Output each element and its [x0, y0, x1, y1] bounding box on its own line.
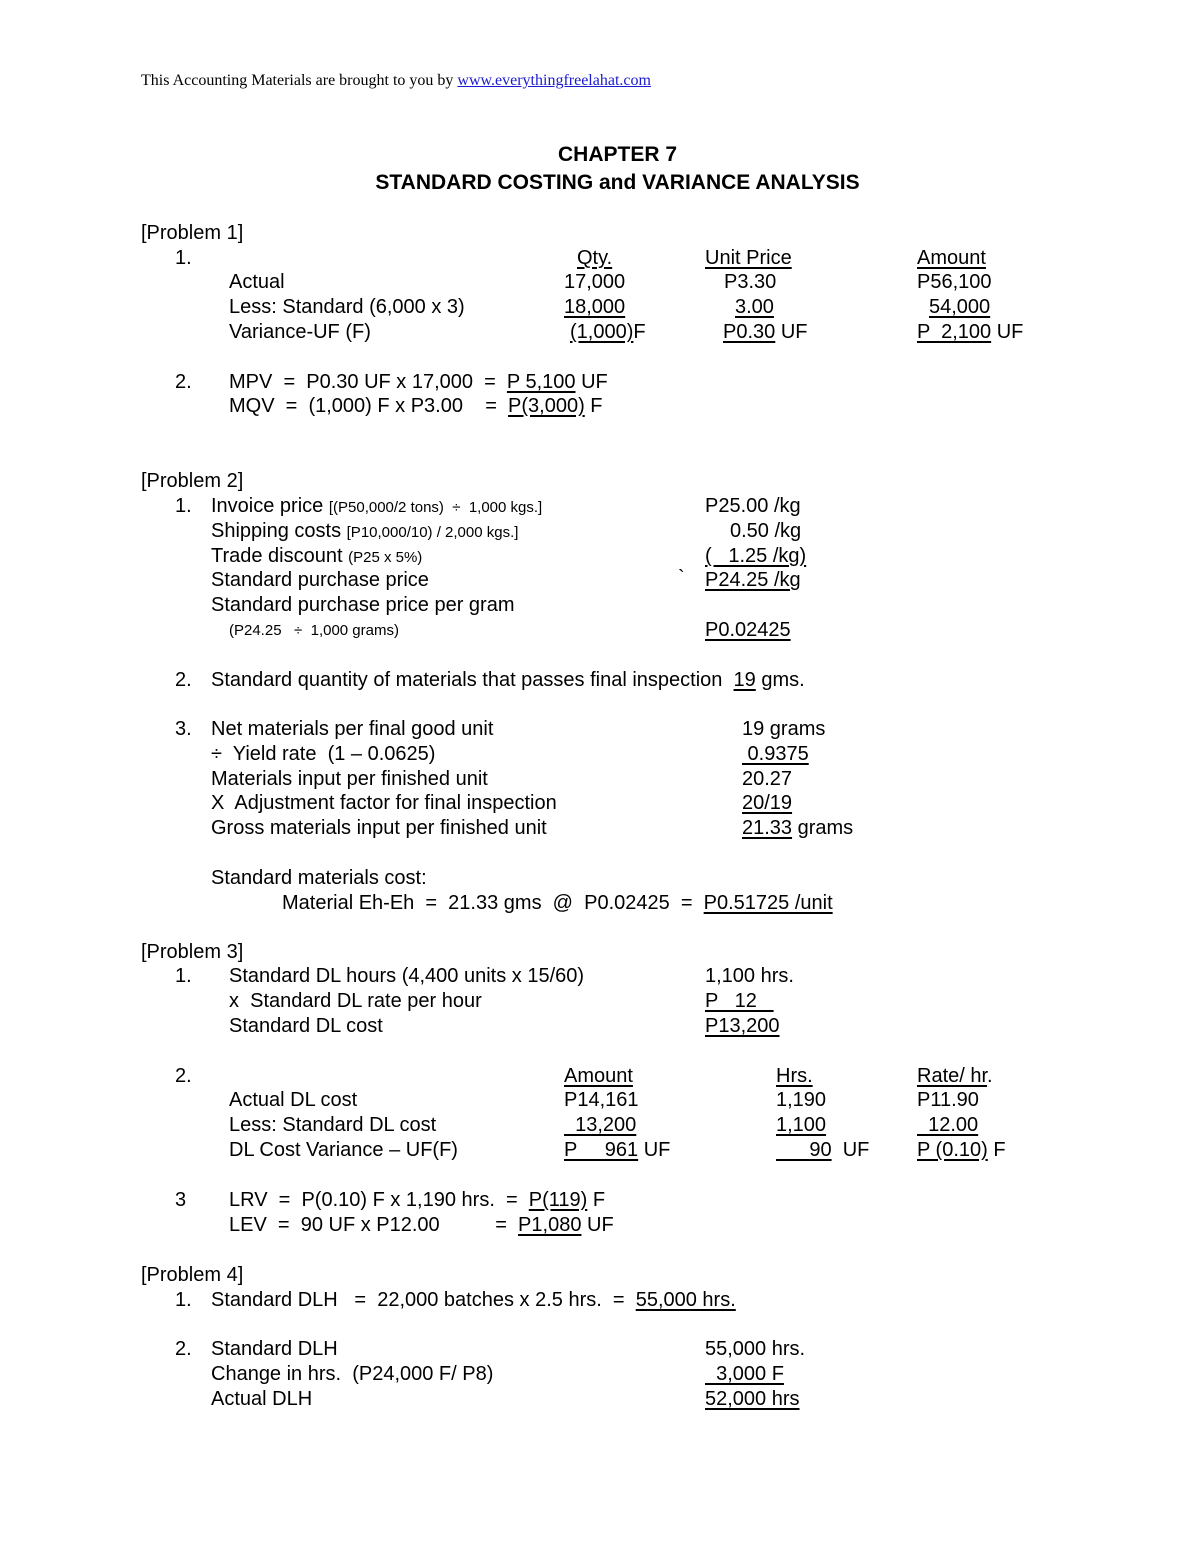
p1-mpv-text: MPV = P0.30 UF x 17,000 =: [229, 371, 507, 393]
p2-material-value: P0.51725 /unit: [703, 892, 833, 914]
p3-item-2-number: 2.: [175, 1065, 192, 1087]
p2-spp-label: Standard purchase price: [211, 569, 429, 591]
chapter-title: CHAPTER 7: [557, 143, 678, 166]
p1-mpv-value: P 5,100: [506, 371, 576, 393]
p2-net-label: Net materials per final good unit: [211, 718, 494, 740]
p1-col-qty: Qty.: [577, 247, 613, 269]
p1-mqv-text: MQV = (1,000) F x P3.00 =: [229, 395, 509, 417]
p2-gross-line: [742, 816, 853, 840]
p3-item-3-number: 3: [175, 1189, 187, 1211]
p2-trade-detail: (P25 x 5%): [348, 549, 423, 566]
p3-variance-hrs-suffix: UF: [831, 1139, 870, 1161]
p4-actual-value: 52,000 hrs: [705, 1388, 800, 1410]
p1-actual-amount: P56,100: [917, 271, 992, 293]
p3-lev-value: P1,080: [518, 1214, 582, 1236]
p3-variance-rate: [917, 1138, 1006, 1162]
p3-standard-amount: 13,200: [564, 1114, 637, 1136]
p2-adjustment-value: 20/19: [742, 792, 793, 814]
p1-mqv-suffix: F: [584, 395, 603, 417]
p1-col-unit-price: Unit Price: [705, 247, 792, 269]
p2-spp-gram-label: Standard purchase price per gram: [211, 594, 515, 616]
p3-actual-label: Actual DL cost: [229, 1089, 358, 1111]
p1-variance-qty-suffix: F: [633, 321, 646, 343]
p2-trade-line: [211, 544, 422, 570]
p1-item-1-number: 1.: [175, 247, 192, 269]
p2-std-qty-suffix: gms.: [755, 669, 805, 691]
p2-std-qty-line: [211, 668, 805, 692]
p3-lev-suffix: UF: [581, 1214, 614, 1236]
p1-standard-price: 3.00: [735, 296, 774, 318]
p3-col-hrs: Hrs.: [776, 1065, 813, 1087]
p3-variance-hrs-value: 90: [776, 1139, 832, 1161]
p3-variance-hrs: [776, 1138, 869, 1162]
p1-actual-label: Actual: [229, 271, 285, 293]
p1-actual-price: P3.30: [724, 271, 777, 293]
chapter-subtitle: STANDARD COSTING and VARIANCE ANALYSIS: [375, 171, 860, 194]
p4-item-1-number: 1.: [175, 1289, 192, 1311]
p4-change-label: Change in hrs. (P24,000 F/ P8): [211, 1363, 494, 1385]
p2-spp-gram-value: P0.02425: [705, 619, 791, 641]
p3-standard-label: Less: Standard DL cost: [229, 1114, 437, 1136]
p3-lev-text: LEV = 90 UF x P12.00 =: [229, 1214, 519, 1236]
p1-actual-qty: 17,000: [564, 271, 626, 293]
p2-smc-label: Standard materials cost:: [211, 867, 427, 889]
p1-variance-qty-value: (1,000): [570, 321, 634, 343]
p2-gross-label: Gross materials input per finished unit: [211, 817, 547, 839]
p3-variance-rate-suffix: F: [987, 1139, 1006, 1161]
p4-dlh-line: [211, 1288, 736, 1312]
p3-col-rate: [917, 1064, 993, 1088]
p3-lrv-text: LRV = P(0.10) F x 1,190 hrs. =: [229, 1189, 529, 1211]
source-note: [141, 69, 651, 93]
p2-shipping-value: 0.50 /kg: [730, 520, 802, 542]
p3-hours-value: 1,100 hrs.: [705, 965, 794, 987]
p1-variance-price-suffix: UF: [775, 321, 808, 343]
p2-item-2-number: 2.: [175, 669, 192, 691]
p3-lrv-value: P(119): [528, 1189, 588, 1211]
p2-invoice-value: P25.00 /kg: [705, 495, 801, 517]
p2-gross-value: 21.33: [742, 817, 793, 839]
p2-input-value: 20.27: [742, 768, 793, 790]
p3-lrv-line: [229, 1188, 605, 1212]
p3-cost-label: Standard DL cost: [229, 1015, 383, 1037]
p2-yield-label: ÷ Yield rate (1 – 0.0625): [211, 743, 436, 765]
p3-col-rate-label: Rate/ hr: [917, 1065, 988, 1087]
p4-item-2-number: 2.: [175, 1338, 192, 1360]
p3-variance-amount: [564, 1138, 670, 1162]
problem-3-heading: [Problem 3]: [141, 941, 244, 963]
p1-mpv-line: [229, 370, 608, 394]
p2-item-1-number: 1.: [175, 495, 192, 517]
p3-hours-label: Standard DL hours (4,400 units x 15/60): [229, 965, 585, 987]
p2-shipping-label: Shipping costs: [211, 520, 347, 542]
p3-cost-value: P13,200: [705, 1015, 780, 1037]
p1-variance-label: Variance-UF (F): [229, 321, 371, 343]
p1-variance-price-value: P0.30: [723, 321, 776, 343]
p2-std-qty-text: Standard quantity of materials that passes final inspection: [211, 669, 734, 691]
problem-2-heading: [Problem 2]: [141, 470, 244, 492]
p2-adjustment-label: X Adjustment factor for final inspection: [211, 792, 557, 814]
p3-lev-line: [229, 1213, 614, 1237]
p2-spp-gram-detail: (P24.25 ÷ 1,000 grams): [229, 622, 399, 639]
problem-1-heading: [Problem 1]: [141, 222, 244, 244]
p4-actual-label: Actual DLH: [211, 1388, 313, 1410]
p2-shipping-line: [211, 519, 518, 545]
p3-rate-value: P 12: [705, 990, 774, 1012]
p2-invoice-label: Invoice price: [211, 495, 329, 517]
problem-4-heading: [Problem 4]: [141, 1264, 244, 1286]
p1-variance-qty: [564, 320, 646, 344]
p3-variance-rate-value: P (0.10): [917, 1139, 988, 1161]
p3-actual-rate: P11.90: [917, 1089, 979, 1111]
source-link[interactable]: www.everythingfreelahat.com: [457, 72, 651, 89]
p2-spp-value: P24.25 /kg: [705, 569, 801, 591]
p3-standard-hrs: 1,100: [776, 1114, 827, 1136]
p1-mqv-line: [229, 394, 603, 418]
p2-material-line: [282, 891, 833, 915]
p2-gross-suffix: grams: [792, 817, 854, 839]
p2-shipping-detail: [P10,000/10) / 2,000 kgs.]: [346, 524, 519, 541]
p1-standard-amount: 54,000: [929, 296, 991, 318]
p3-rate-label: x Standard DL rate per hour: [229, 990, 482, 1012]
p1-col-amount: Amount: [917, 247, 986, 269]
p4-change-value: 3,000 F: [705, 1363, 784, 1385]
p1-variance-amount: [917, 320, 1023, 344]
p4-dlh-value: 55,000 hrs.: [635, 1289, 736, 1311]
p2-invoice-detail: [(P50,000/2 tons) ÷ 1,000 kgs.]: [328, 499, 543, 516]
p2-net-value: 19 grams: [742, 718, 826, 740]
p4-standard-label: Standard DLH: [211, 1338, 338, 1360]
p2-trade-value: ( 1.25 /kg): [705, 545, 807, 567]
p3-variance-amount-suffix: UF: [638, 1139, 671, 1161]
p1-mqv-value: P(3,000): [508, 395, 585, 417]
p3-actual-hrs: 1,190: [776, 1089, 827, 1111]
p1-item-2-number: 2.: [175, 371, 192, 393]
p1-standard-label: Less: Standard (6,000 x 3): [229, 296, 465, 318]
p2-yield-value: 0.9375: [742, 743, 809, 765]
p3-variance-amount-value: P 961: [564, 1139, 639, 1161]
p3-variance-label: DL Cost Variance – UF(F): [229, 1139, 458, 1161]
p1-variance-price: [723, 320, 807, 344]
p2-material-text: Material Eh-Eh = 21.33 gms @ P0.02425 =: [282, 892, 704, 914]
p1-variance-amount-value: P 2,100: [917, 321, 992, 343]
p3-col-amount: Amount: [564, 1065, 633, 1087]
p3-actual-amount: P14,161: [564, 1089, 639, 1111]
p3-col-rate-suffix: .: [987, 1065, 993, 1087]
p2-trade-label: Trade discount: [211, 545, 349, 567]
p2-std-qty-value: 19: [733, 669, 756, 691]
p2-item-3-number: 3.: [175, 718, 192, 740]
p2-spp-mark: `: [678, 567, 685, 589]
p3-item-1-number: 1.: [175, 965, 192, 987]
p1-standard-qty: 18,000: [564, 296, 626, 318]
source-note-text: This Accounting Materials are brought to you by: [141, 72, 458, 89]
p2-input-label: Materials input per finished unit: [211, 768, 488, 790]
p1-mpv-suffix: UF: [575, 371, 608, 393]
p4-dlh-text: Standard DLH = 22,000 batches x 2.5 hrs. =: [211, 1289, 636, 1311]
p3-standard-rate: 12.00: [917, 1114, 979, 1136]
p3-lrv-suffix: F: [587, 1189, 606, 1211]
p1-variance-amount-suffix: UF: [991, 321, 1024, 343]
p4-standard-value: 55,000 hrs.: [705, 1338, 806, 1360]
p2-invoice-line: [211, 494, 542, 520]
